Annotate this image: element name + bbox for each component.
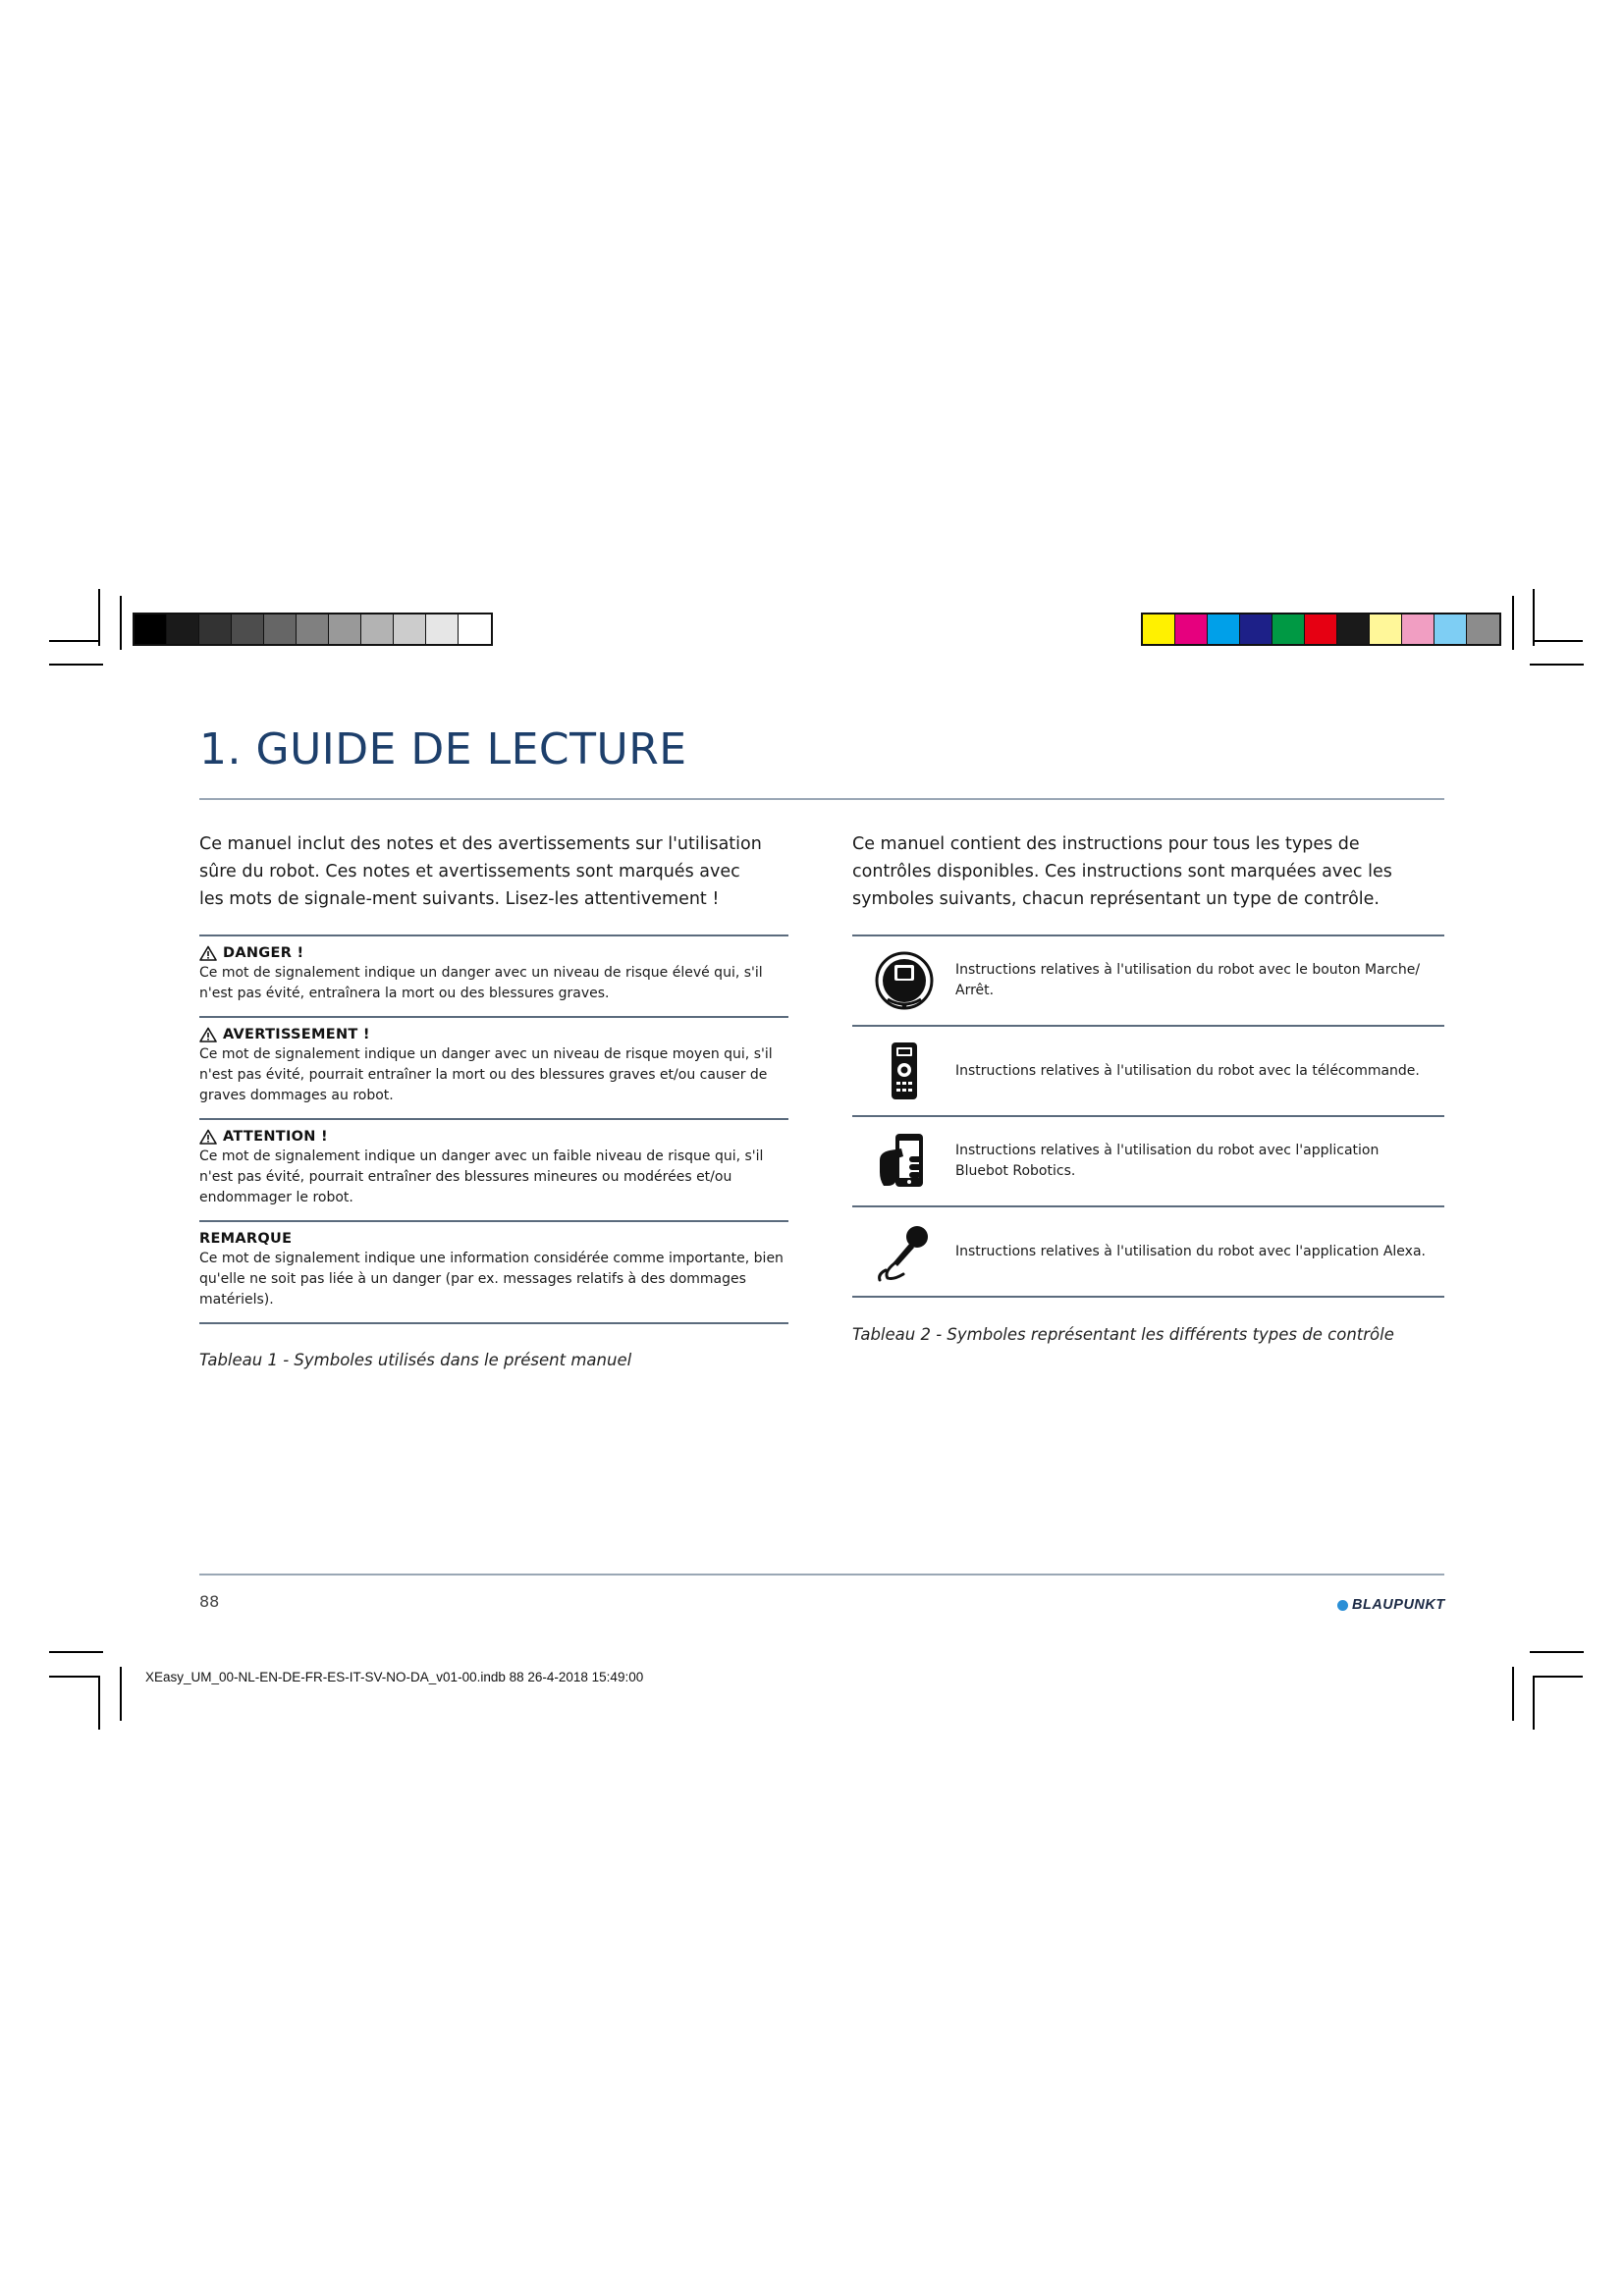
signal-word-caution: ATTENTION ! [223, 1129, 328, 1145]
color-swatch [1143, 614, 1175, 644]
table2-caption: Tableau 2 - Symboles représentant les différents types de contrôle [852, 1325, 1394, 1344]
table-row [199, 1118, 788, 1220]
color-swatch [1240, 614, 1272, 644]
crop-mark [1533, 1676, 1535, 1730]
color-swatch [167, 614, 199, 644]
signal-word-warning: AVERTISSEMENT ! [223, 1027, 370, 1042]
control-description: Instructions relatives à l'utilisation du robot avec la télécommande. [955, 1062, 1420, 1079]
warning-triangle-icon [199, 945, 217, 961]
table-row [852, 1205, 1444, 1298]
color-swatch [1305, 614, 1337, 644]
table-row [852, 1025, 1444, 1115]
table1-caption: Tableau 1 - Symboles utilisés dans le présent manuel [199, 1351, 632, 1369]
title-rule [199, 798, 1444, 800]
control-types-table [852, 934, 1444, 1298]
brand-dot-icon [1337, 1600, 1348, 1611]
crop-mark [49, 1651, 103, 1653]
color-swatch [361, 614, 394, 644]
page-title: 1. GUIDE DE LECTURE [199, 724, 687, 774]
signal-word-description: Ce mot de signalement indique un danger avec un faible niveau de risque qui, s'il n'est pas évité, pourrait entraîner des blessures mineures ou modérées et/ou endommager le robot. [199, 1148, 764, 1205]
table-row [199, 934, 788, 1016]
warning-triangle-icon [199, 1027, 217, 1042]
signal-word-description: Ce mot de signalement indique un danger avec un niveau de risque élevé qui, s'il n'est pas évité, entraînera la mort ou des blessures graves. [199, 965, 763, 1001]
color-swatch [426, 614, 459, 644]
crop-mark [1530, 664, 1584, 666]
color-swatch [297, 614, 329, 644]
table-row [852, 934, 1444, 1025]
color-swatch [1435, 614, 1467, 644]
brand-name: BLAUPUNKT [1352, 1597, 1445, 1613]
control-description: Instructions relatives à l'utilisation du robot avec l'application Bluebot Robotics. [955, 1143, 1380, 1179]
color-swatch [459, 614, 491, 644]
table-row [199, 1016, 788, 1118]
crop-mark [49, 664, 103, 666]
control-description: Instructions relatives à l'utilisation du robot avec le bouton Marche/ Arrêt. [955, 962, 1421, 998]
crop-mark [49, 1676, 98, 1678]
crop-mark [98, 1676, 100, 1730]
crop-mark [1530, 1651, 1584, 1653]
control-description: Instructions relatives à l'utilisation du robot avec l'application Alexa. [955, 1243, 1426, 1259]
color-calibration-bar [1141, 613, 1501, 646]
color-swatch [1467, 614, 1499, 644]
color-swatch [232, 614, 264, 644]
crop-mark [49, 640, 98, 642]
print-slug: XEasy_UM_00-NL-EN-DE-FR-ES-IT-SV-NO-DA_v01-00.indb 88 26-4-2018 15:49:00 [145, 1670, 644, 1684]
grey-calibration-bar [133, 613, 493, 646]
crop-mark [1534, 1676, 1583, 1678]
crop-mark [120, 1667, 122, 1721]
color-swatch [1370, 614, 1402, 644]
crop-mark [1533, 589, 1535, 646]
color-swatch [1337, 614, 1370, 644]
microphone-icon [852, 1221, 955, 1282]
color-swatch [199, 614, 232, 644]
intro-right: Ce manuel contient des instructions pour tous les types de contrôles disponibles. Ces instructions sont marquées avec les symboles suivants, chacun représentant un type de contrôle. [852, 834, 1392, 909]
color-swatch [1175, 614, 1208, 644]
smartphone-hand-icon [852, 1131, 955, 1192]
crop-mark [1512, 596, 1514, 650]
crop-mark [98, 589, 100, 646]
crop-mark [1512, 1667, 1514, 1721]
color-swatch [1208, 614, 1240, 644]
signal-word-description: Ce mot de signalement indique une information considérée comme importante, bien qu'elle ne soit pas liée à un danger (par ex. messages relatifs à des dommages matériels). [199, 1251, 784, 1308]
color-swatch [329, 614, 361, 644]
signal-word-description: Ce mot de signalement indique un danger avec un niveau de risque moyen qui, s'il n'est pas évité, pourrait entraîner la mort ou des blessures graves et/ou causer de graves dommages au robot. [199, 1046, 773, 1103]
color-swatch [394, 614, 426, 644]
crop-mark [120, 596, 122, 650]
signal-word-note: REMARQUE [199, 1231, 293, 1247]
footer-rule [199, 1574, 1444, 1575]
remote-control-icon [852, 1041, 955, 1101]
color-swatch [1272, 614, 1305, 644]
color-swatch [264, 614, 297, 644]
signal-word-danger: DANGER ! [223, 945, 304, 961]
brand-logo [1337, 1597, 1445, 1613]
robot-power-button-icon [852, 950, 955, 1011]
table-row [852, 1115, 1444, 1205]
intro-left: Ce manuel inclut des notes et des avertissements sur l'utilisation sûre du robot. Ces notes et avertissements sont marqués avec les mots de signale-ment suivants. Lisez-les attentivement ! [199, 834, 762, 909]
warning-triangle-icon [199, 1129, 217, 1145]
signal-words-table [199, 934, 788, 1324]
page-number: 88 [199, 1592, 220, 1611]
crop-mark [1534, 640, 1583, 642]
table-row [199, 1220, 788, 1324]
color-swatch [135, 614, 167, 644]
color-swatch [1402, 614, 1435, 644]
